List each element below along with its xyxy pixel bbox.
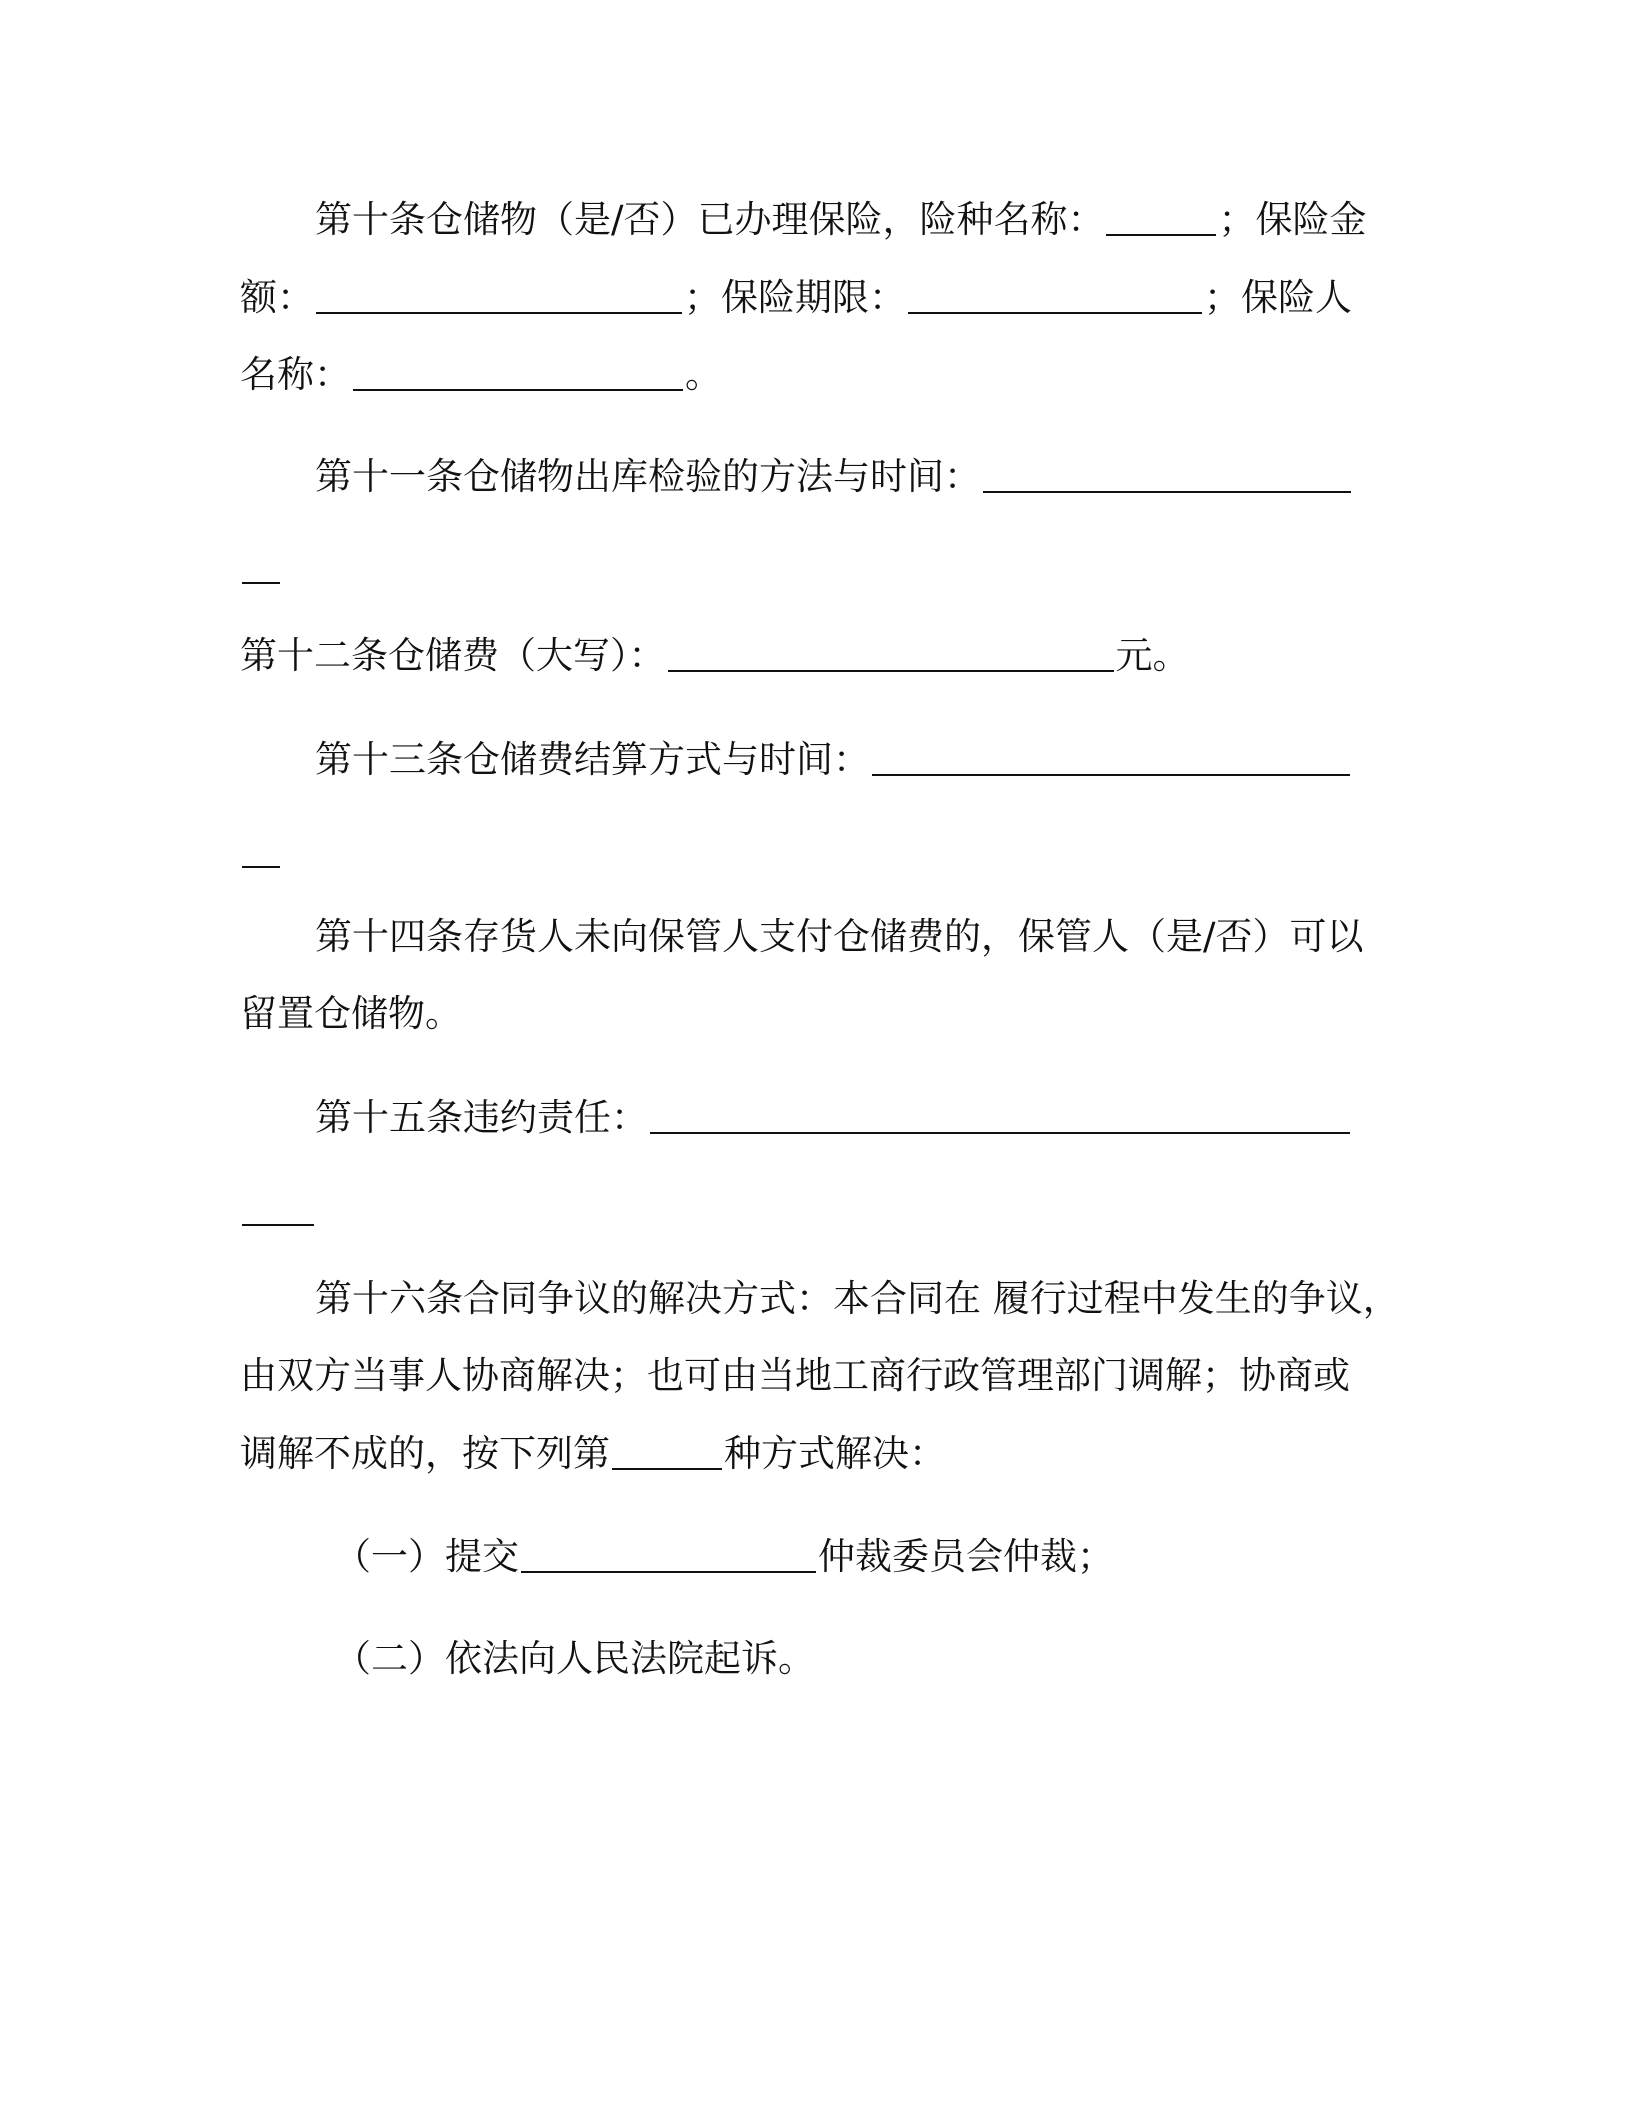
blank-storage-fee xyxy=(668,636,1114,672)
blank-insurer-name xyxy=(353,355,683,391)
article-14-line-1: 第十四条存货人未向保管人支付仓储费的，保管人（是/否）可以 xyxy=(315,915,1364,958)
article-14-line-2: 留置仓储物。 xyxy=(240,992,462,1035)
blank-liability-cont xyxy=(242,1190,314,1226)
blank-liability xyxy=(650,1098,1350,1134)
blank-insurance-amount xyxy=(316,278,682,314)
blank-insurance-period xyxy=(908,278,1202,314)
blank-inspection-method xyxy=(983,457,1351,493)
article-12: 第十二条仓储费（大写）： 元。 xyxy=(240,634,1190,677)
blank-inspection-method-cont xyxy=(242,548,280,584)
article-10-line-3: 名称： 。 xyxy=(240,353,722,396)
article-13-line-2 xyxy=(240,832,282,870)
article-15-line-2 xyxy=(240,1190,316,1228)
article-10-line-1: 第十条仓储物（是/否）已办理保险，险种名称： ；保险金 xyxy=(315,198,1367,241)
article-10-line-2: 额： ；保险期限： ；保险人 xyxy=(240,276,1352,319)
article-13-line-1: 第十三条仓储费结算方式与时间： xyxy=(315,740,1352,778)
article-16-line-2: 由双方当事人协商解决；也可由当地工商行政管理部门调解；协商或 xyxy=(240,1354,1350,1397)
blank-arbitration-committee xyxy=(521,1537,816,1573)
article-15-line-1: 第十五条违约责任： xyxy=(315,1098,1352,1136)
blank-settlement-method xyxy=(872,740,1350,776)
article-16-option-2: （二）依法向人民法院起诉。 xyxy=(334,1637,815,1680)
blank-settlement-method-cont xyxy=(242,832,280,868)
article-11-line-1: 第十一条仓储物出库检验的方法与时间： xyxy=(315,457,1353,495)
blank-insurance-type xyxy=(1106,200,1216,236)
article-16-option-1: （一）提交 仲裁委员会仲裁； xyxy=(334,1535,1114,1578)
blank-resolution-option xyxy=(612,1434,722,1470)
article-16-line-1: 第十六条合同争议的解决方式：本合同在 履行过程中发生的争议， xyxy=(315,1277,1400,1320)
article-11-line-2 xyxy=(240,548,282,586)
article-16-line-3: 调解不成的，按下列第 种方式解决： xyxy=(240,1432,946,1475)
